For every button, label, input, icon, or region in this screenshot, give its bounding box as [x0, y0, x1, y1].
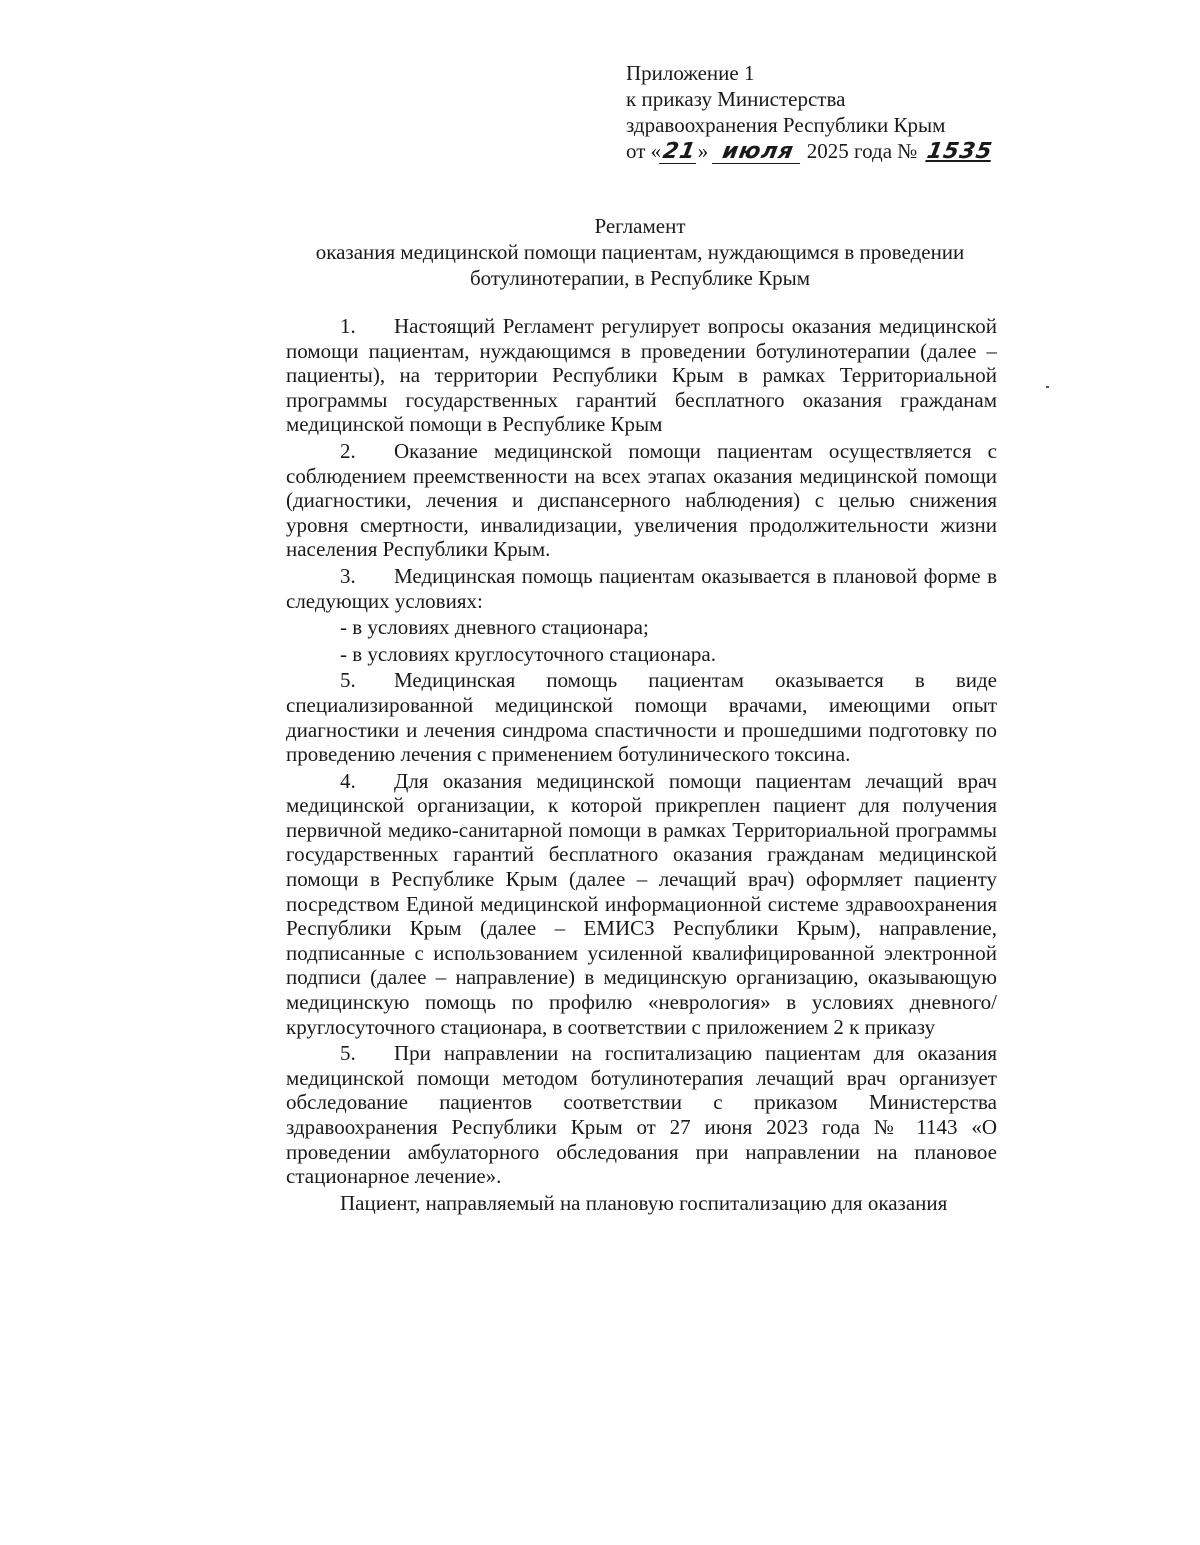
- paragraph-2: [286, 439, 997, 562]
- paragraph-text: Медицинская помощь пациентам оказывается в плановой форме в следующих условиях:: [286, 563, 997, 613]
- document-body: [286, 314, 997, 1215]
- handwritten-month: июля: [712, 141, 804, 164]
- paragraph-number: 1.: [340, 314, 356, 338]
- paragraph-number: 4.: [340, 768, 356, 793]
- document-title: [230, 213, 1050, 291]
- paragraph-number: 5.: [340, 1041, 356, 1066]
- appendix-line-3: здравоохранения Республики Крым: [626, 113, 946, 137]
- date-year-text: 2025 года №: [806, 139, 918, 163]
- order-date-line: [626, 138, 1046, 164]
- appendix-line-1: Приложение 1: [626, 61, 755, 85]
- list-item: - в условиях дневного стационара;: [340, 615, 649, 640]
- paragraph-4: [286, 769, 997, 1040]
- handwritten-day: 21: [661, 139, 699, 164]
- paragraph-text: Для оказания медицинской помощи пациентам лечащий врач медицинской организации, к которой прикреплен пациент для получения первичной медико-санитарной помощи в рамках Территориальной программы государственных гарантий бесплатного оказания гражданам медицинской помощи в Республике Крым (далее – лечащий врач) оформляет пациенту посредством Единой медицинской информационной системе здравоохранения Республики Крым (далее – ЕМИСЗ Республики Крым), направление, подписанные с использованием усиленной квалифицированной электронной подписи (далее – направление) в медицинскую организацию, оказывающую медицинскую помощь по профилю «неврология» в условиях дневного/круглосуточного стационара, в соответствии с приложением 2 к приказу: [286, 768, 997, 1039]
- title-line-2: оказания медицинской помощи пациентам, нуждающимся в проведении: [315, 240, 965, 264]
- paragraph-text: Медицинская помощь пациентам оказывается в виде специализированной медицинской помощи врачами, имеющими опыт диагностики и лечения синдрома спастичности и прошедшими подготовку по проведению лечения с применением ботулинического токсина.: [286, 668, 997, 767]
- paragraph-3: [286, 564, 997, 613]
- paragraph-number: 2.: [340, 438, 356, 463]
- list-item: - в условиях круглосуточного стационара.: [340, 641, 716, 666]
- paragraph-text: При направлении на госпитализацию пациентам для оказания медицинской помощи методом ботулинотерапия лечащий врач организует обследование пациентов соответствии с приказом Министерства здравоохранения Республики Крым от 27 июня 2023 года № 1143 «О проведении амбулаторного обследования при направлении на плановое стационарное лечение».: [286, 1041, 997, 1189]
- paragraph-text: Оказание медицинской помощи пациентам осуществляется с соблюдением преемственности на всех этапах оказания медицинской помощи (диагностики, лечения и диспансерного наблюдения) с целью снижения уровня смертности, инвалидизации, увеличения продолжительности жизни населения Республики Крым.: [286, 438, 997, 562]
- title-line-3: ботулинотерапии, в Республике Крым: [469, 266, 811, 290]
- paragraph-number: 5.: [340, 668, 356, 693]
- title-line-1: Регламент: [594, 214, 686, 238]
- paragraph-1: [286, 314, 997, 437]
- paragraph-text: Настоящий Регламент регулирует вопросы оказания медицинской помощи пациентам, нуждающимся в проведении ботулинотерапии (далее – пациенты), на территории Республики Крым в рамках Территориальной программы государственных гарантий бесплатного оказания гражданам медицинской помощи в Республике Крым: [286, 314, 997, 437]
- date-mid: »: [697, 139, 709, 163]
- paragraph-number: 3.: [340, 563, 356, 588]
- paragraph-5b: [286, 1041, 997, 1189]
- appendix-line-2: к приказу Министерства: [626, 87, 846, 111]
- paragraph-5a: [286, 668, 997, 766]
- handwritten-order-number: 1535: [924, 139, 995, 164]
- paragraph-last: Пациент, направляемый на плановую госпитализацию для оказания: [340, 1190, 948, 1215]
- date-prefix: от «: [626, 139, 662, 163]
- appendix-header: [626, 60, 1046, 164]
- scan-speck: [1046, 386, 1049, 388]
